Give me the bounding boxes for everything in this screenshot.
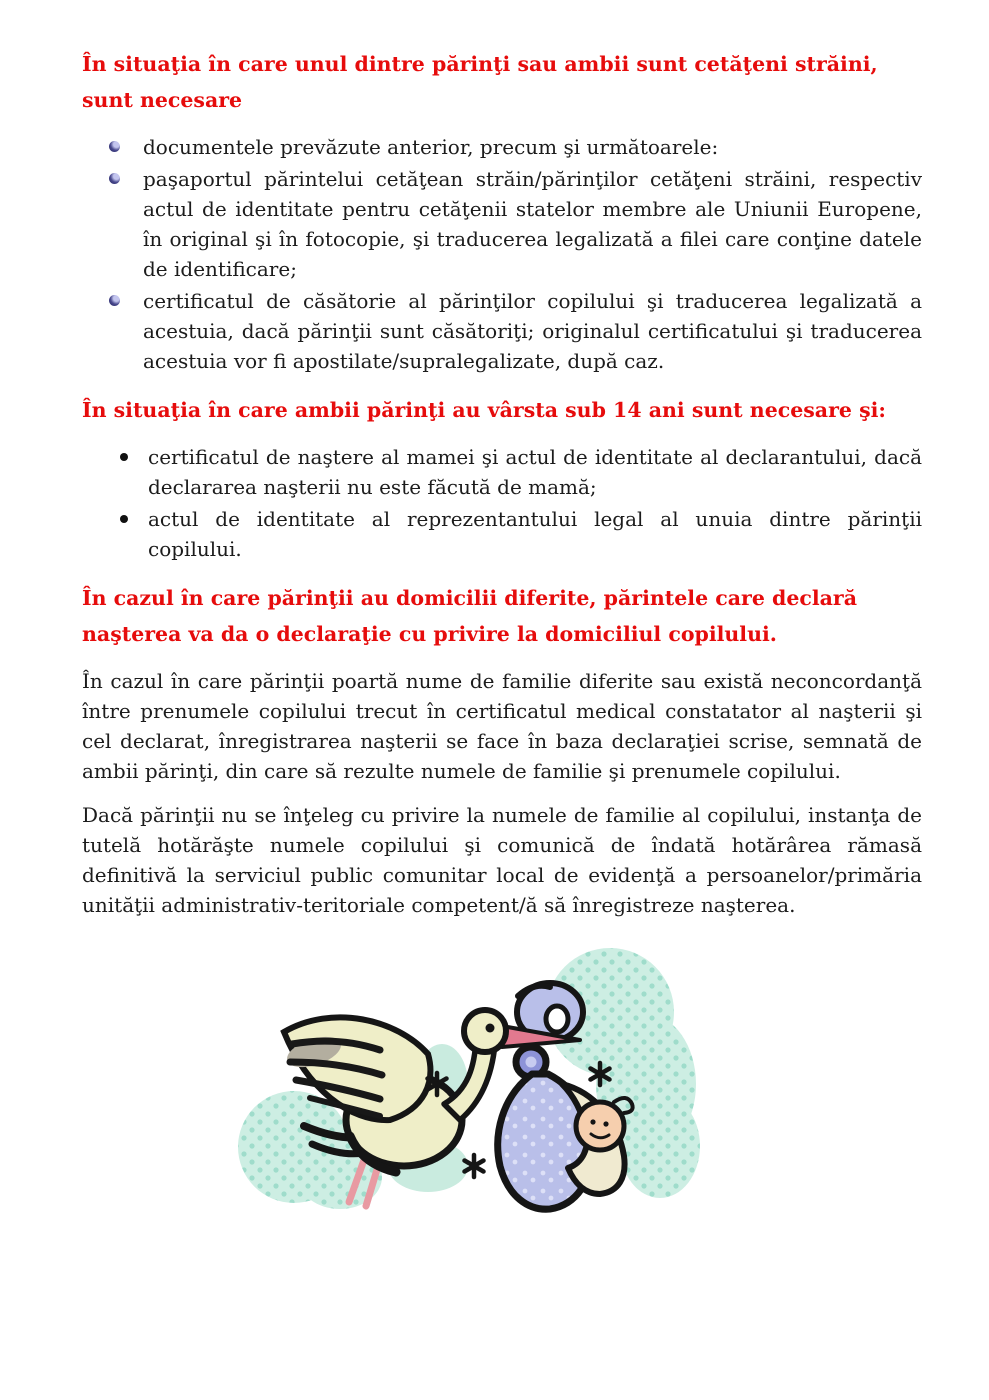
- paragraph-court-decision: Dacă părinţii nu se înţeleg cu privire la numele de familie al copilului, instanţa de tutelă hotărăşte numele copilului şi comunică de îndată hotărârea rămasă definitivă la serviciul public comunitar local de evidenţă a persoanelor/primăria unităţii administrativ-teritoriale competent/ă să înregistreze naşterea.: [82, 803, 922, 917]
- heading-foreign-parents: În situaţia în care unul dintre părinţi sau ambii sunt cetăţeni străini, sunt necesare: [82, 52, 878, 112]
- stork-carrying-baby-icon: [232, 934, 712, 1234]
- under-14-document-list: [82, 442, 922, 564]
- document-content: [82, 46, 922, 1234]
- heading-different-domiciles: În cazul în care părinţii au domicilii diferite, părintele care declară naşterea va da o declaraţie cu privire la domiciliul copilului.: [82, 586, 858, 646]
- list-item: documentele prevăzute anterior, precum şi următoarele:: [82, 132, 922, 162]
- foreign-parents-document-list: [82, 132, 922, 376]
- list-item: certificatul de naştere al mamei şi actul de identitate al declarantului, dacă declararea naşterii nu este făcută de mamă;: [82, 442, 922, 502]
- list-item: actul de identitate al reprezentantului legal al unuia dintre părinţii copilului.: [82, 504, 922, 564]
- list-item: certificatul de căsătorie al părinţilor copilului şi traducerea legalizată a acestuia, dacă părinţii sunt căsătoriţi; originalul certificatului şi traducerea acestuia vor fi apostilate/supralegalizate, după caz.: [82, 286, 922, 376]
- stork-baby-illustration: [232, 934, 712, 1234]
- heading-parents-under-14: În situaţia în care ambii părinţi au vârsta sub 14 ani sunt necesare şi:: [82, 398, 886, 422]
- list-item: paşaportul părintelui cetăţean străin/părinţilor cetăţeni străini, respectiv actul de identitate pentru cetăţenii statelor membre ale Uniunii Europene, în original şi în fotocopie, şi traducerea legalizată a filei care conţine datele de identificare;: [82, 164, 922, 284]
- paragraph-family-name-discrepancy: În cazul în care părinţii poartă nume de familie diferite sau există neconcordanţă între prenumele copilului trecut în certificatul medical constatator al naşterii şi cel declarat, înregistrarea naşterii se face în baza declaraţiei scrise, semnată de ambii părinţi, din care să rezulte numele de familie şi prenumele copilului.: [82, 669, 922, 783]
